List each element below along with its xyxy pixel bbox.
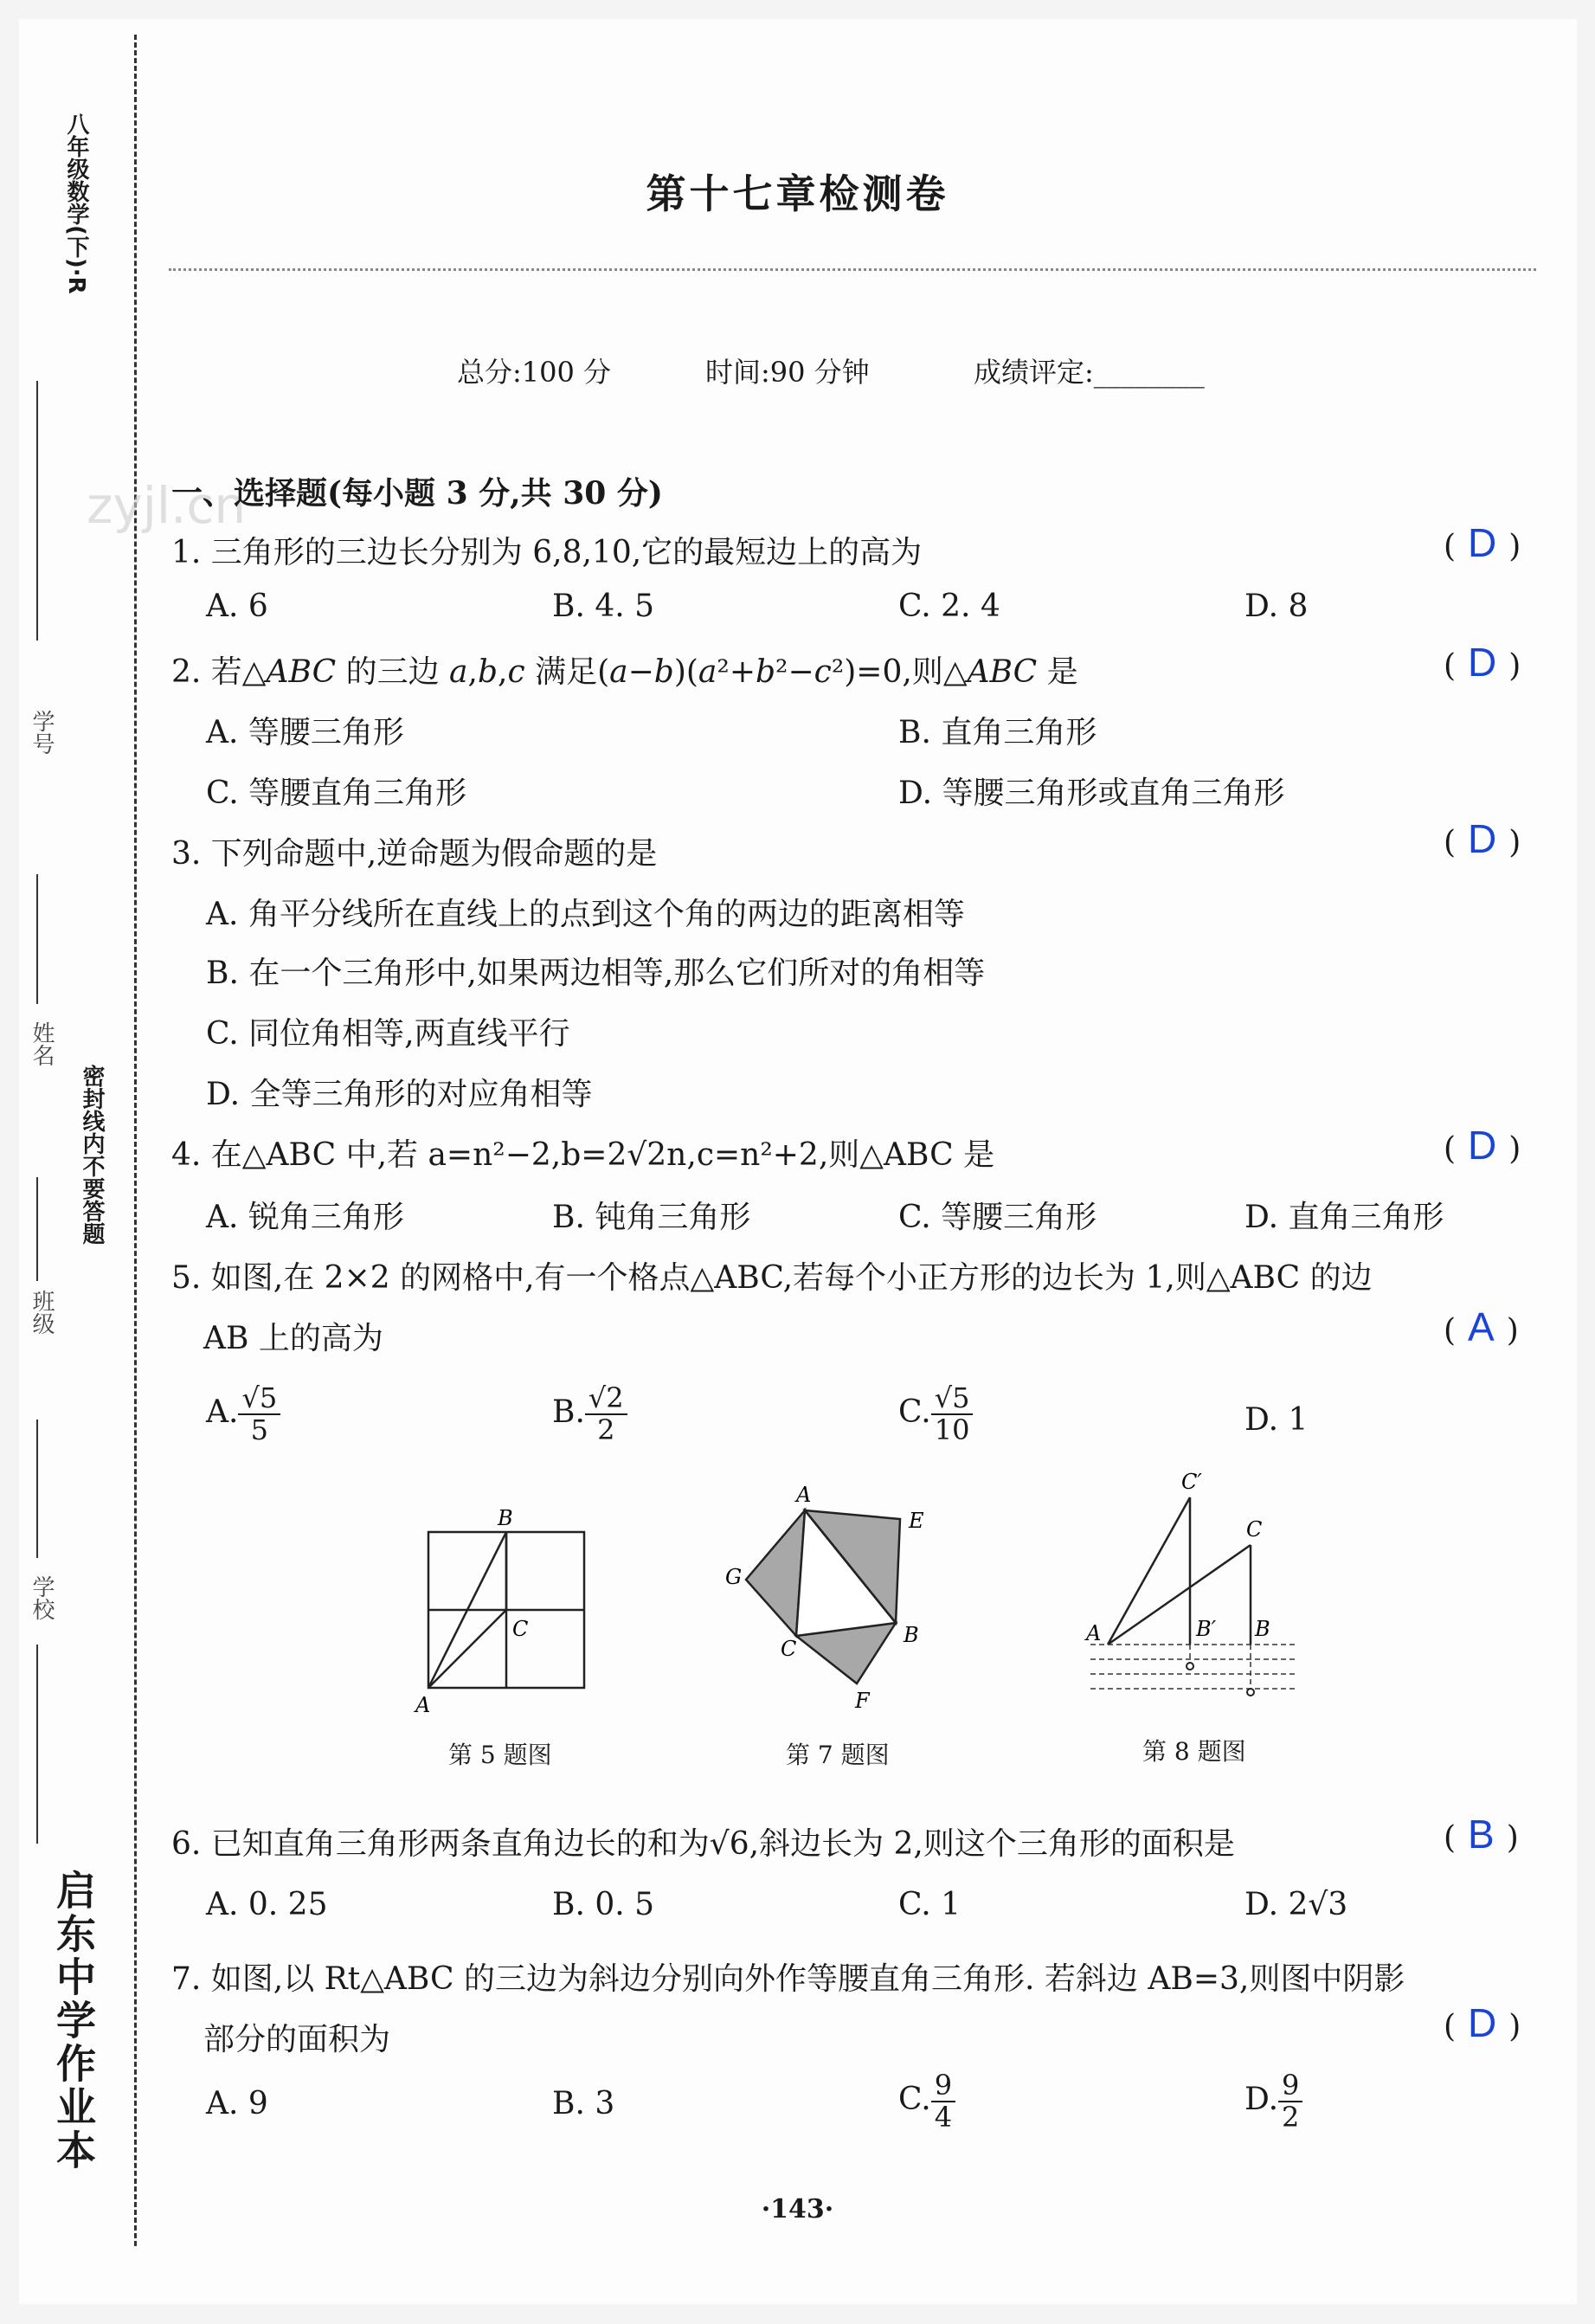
numerator: 9 xyxy=(931,2070,955,2102)
fraction xyxy=(931,1383,974,1445)
stem-var: a xyxy=(449,654,468,690)
label-b-prime: B′ xyxy=(1196,1617,1217,1641)
q2-option-a: A. 等腰三角形 xyxy=(206,715,404,750)
page-title: 第十七章检测卷 xyxy=(646,171,949,217)
stem-text: 满足( xyxy=(524,654,610,690)
option-letter: D. xyxy=(1244,2082,1279,2118)
anchor-point xyxy=(1247,1689,1254,1696)
label-b: B xyxy=(1255,1617,1270,1641)
q5-option-a xyxy=(206,1383,280,1445)
q3-option-c: C. 同位角相等,两直线平行 xyxy=(206,1016,570,1052)
stem-text: , xyxy=(498,654,508,690)
side-rule-4 xyxy=(36,1420,38,1558)
numerator: √2 xyxy=(585,1383,627,1415)
denominator: 4 xyxy=(934,2101,953,2134)
label-c: C xyxy=(1246,1517,1263,1542)
stem-text: − xyxy=(627,654,654,690)
label-b: B xyxy=(904,1623,919,1647)
q1-option-d: D. 8 xyxy=(1244,589,1309,624)
label-c: C xyxy=(781,1637,797,1661)
side-rule-5 xyxy=(36,1645,38,1844)
q7-option-b: B. 3 xyxy=(552,2086,615,2121)
book-label: 八年级数学(下)·R xyxy=(63,113,89,294)
stem-text: ²+ xyxy=(717,654,756,690)
option-letter: A. xyxy=(206,1394,239,1431)
segment-ac-prime xyxy=(1108,1497,1190,1645)
watermark: zyjl.cn xyxy=(87,476,247,535)
numerator: √5 xyxy=(238,1383,280,1415)
field-label-school: 学号 xyxy=(29,710,55,755)
question-5-answer: ( A ) xyxy=(1444,1304,1519,1349)
question-3-answer: ( D ) xyxy=(1444,816,1521,861)
question-2-stem xyxy=(171,647,1078,692)
q3-option-b: B. 在一个三角形中,如果两边相等,那么它们所对的角相等 xyxy=(206,956,986,991)
q1-option-c: C. 2. 4 xyxy=(898,589,1000,624)
denominator: 10 xyxy=(934,1413,970,1447)
q5-option-b xyxy=(552,1383,627,1445)
q3-option-d: D. 全等三角形的对应角相等 xyxy=(206,1077,593,1112)
question-5-stem: 5. 如图,在 2×2 的网格中,有一个格点△ABC,若每个小正方形的边长为 1,则△ABC 的边 xyxy=(171,1260,1373,1296)
label-c-prime: C′ xyxy=(1181,1470,1202,1494)
stem-var: ABC xyxy=(266,654,337,690)
q7-option-c xyxy=(898,2070,955,2133)
stem-var: ABC xyxy=(967,654,1038,690)
label-a: A xyxy=(415,1693,431,1717)
question-1-answer: ( D ) xyxy=(1444,520,1521,565)
label-f: F xyxy=(855,1689,870,1713)
stem-var: b xyxy=(477,654,498,690)
shaded-triangle-left xyxy=(746,1510,805,1636)
q2-option-d: D. 等腰三角形或直角三角形 xyxy=(898,776,1285,811)
fraction xyxy=(1278,2070,1302,2133)
field-label-class: 班级 xyxy=(29,1290,55,1335)
title-divider xyxy=(169,268,1536,271)
stem-text: ²− xyxy=(775,654,814,690)
q5-option-d: D. 1 xyxy=(1244,1402,1309,1438)
question-6-stem: 6. 已知直角三角形两条直角边长的和为√6,斜边长为 2,则这个三角形的面积是 xyxy=(171,1826,1235,1862)
fraction xyxy=(238,1383,280,1445)
q3-option-a: A. 角平分线所在直线上的点到这个角的两边的距离相等 xyxy=(206,897,965,932)
fraction xyxy=(585,1383,627,1445)
stem-var: a xyxy=(698,654,717,690)
publisher-label: 启东中学作业本 xyxy=(50,1870,97,2173)
option-letter: C. xyxy=(898,2082,931,2118)
answer-letter: D xyxy=(1468,816,1497,861)
seal-note: 密封线内不要答题 xyxy=(79,1065,105,1245)
question-2-answer: ( D ) xyxy=(1444,640,1521,685)
segment-ac xyxy=(1108,1545,1251,1645)
q6-option-b: B. 0. 5 xyxy=(552,1887,655,1922)
side-rule-3 xyxy=(36,1177,38,1281)
label-b: B xyxy=(498,1506,513,1530)
q7-option-d xyxy=(1244,2070,1302,2133)
figure-8 xyxy=(1082,1467,1315,1727)
q6-option-a: A. 0. 25 xyxy=(206,1887,328,1922)
label-g: G xyxy=(725,1565,743,1589)
side-rule-top xyxy=(36,381,38,641)
q2-option-c: C. 等腰直角三角形 xyxy=(206,776,467,811)
question-1-stem: 1. 三角形的三边长分别为 6,8,10,它的最短边上的高为 xyxy=(171,535,923,570)
question-4-answer: ( D ) xyxy=(1444,1123,1521,1168)
question-5-stem-cont: AB 上的高为 xyxy=(203,1321,383,1356)
figure-7-caption: 第 7 题图 xyxy=(786,1741,890,1769)
segment-ac xyxy=(428,1610,506,1688)
stem-var: c xyxy=(507,654,525,690)
q4-option-a: A. 锐角三角形 xyxy=(206,1200,404,1235)
q6-option-c: C. 1 xyxy=(898,1887,962,1922)
total-score: 总分:100 分 xyxy=(457,356,612,389)
figure-5-caption: 第 5 题图 xyxy=(448,1741,552,1769)
q4-option-b: B. 钝角三角形 xyxy=(552,1200,751,1235)
label-c: C xyxy=(512,1617,529,1641)
denominator: 5 xyxy=(250,1413,268,1447)
option-letter: B. xyxy=(552,1394,585,1431)
answer-letter: D xyxy=(1468,1123,1497,1168)
figure-8-caption: 第 8 题图 xyxy=(1142,1737,1246,1766)
field-label-name: 姓名 xyxy=(29,1021,55,1066)
stem-text: ²)=0,则△ xyxy=(831,654,968,690)
stem-text: 是 xyxy=(1037,654,1078,690)
numerator: √5 xyxy=(931,1383,974,1415)
answer-letter: D xyxy=(1468,640,1497,685)
stem-text: 2. 若△ xyxy=(171,654,267,690)
q4-option-c: C. 等腰三角形 xyxy=(898,1200,1097,1235)
question-7-stem: 7. 如图,以 Rt△ABC 的三边为斜边分别向外作等腰直角三角形. 若斜边 AB=3,则图中阴影 xyxy=(171,1961,1405,1997)
answer-letter: D xyxy=(1468,520,1497,565)
figure-7 xyxy=(710,1476,961,1735)
question-7-stem-cont: 部分的面积为 xyxy=(203,2022,391,2057)
page-number: ·143· xyxy=(761,2194,834,2224)
time-limit: 时间:90 分钟 xyxy=(705,356,870,389)
q7-option-a: A. 9 xyxy=(206,2086,268,2121)
grade-field: 成绩评定:________ xyxy=(974,356,1205,389)
question-3-stem: 3. 下列命题中,逆命题为假命题的是 xyxy=(171,836,658,872)
side-rule-2 xyxy=(36,874,38,1004)
section-heading: 一、选择题(每小题 3 分,共 30 分) xyxy=(171,475,663,512)
answer-letter: B xyxy=(1468,1812,1495,1857)
question-4-stem: 4. 在△ABC 中,若 a=n²−2,b=2√2n,c=n²+2,则△ABC 是 xyxy=(171,1137,995,1173)
stem-var: c xyxy=(814,654,832,690)
label-a: A xyxy=(1086,1621,1102,1645)
q1-option-a: A. 6 xyxy=(206,589,268,624)
stem-var: b xyxy=(756,654,776,690)
stem-text: )( xyxy=(673,654,698,690)
answer-letter: D xyxy=(1468,2000,1497,2045)
stem-text: , xyxy=(467,654,478,690)
option-letter: C. xyxy=(898,1394,931,1431)
label-e: E xyxy=(909,1509,924,1533)
q5-option-c xyxy=(898,1383,973,1445)
q4-option-d: D. 直角三角形 xyxy=(1244,1200,1444,1235)
figure-5 xyxy=(407,1506,614,1740)
denominator: 2 xyxy=(597,1413,615,1447)
label-a: A xyxy=(796,1483,812,1507)
fraction xyxy=(931,2070,955,2133)
numerator: 9 xyxy=(1278,2070,1302,2102)
anchor-point xyxy=(1187,1663,1193,1670)
question-7-answer: ( D ) xyxy=(1444,2000,1521,2045)
field-label-student-no: 学校 xyxy=(29,1575,55,1620)
question-6-answer: ( B ) xyxy=(1444,1812,1519,1857)
answer-letter: A xyxy=(1468,1304,1495,1349)
seal-dashed-line xyxy=(134,35,137,2246)
q2-option-b: B. 直角三角形 xyxy=(898,715,1097,750)
denominator: 2 xyxy=(1282,2101,1300,2134)
stem-var: b xyxy=(653,654,674,690)
q6-option-d: D. 2√3 xyxy=(1244,1887,1348,1922)
q1-option-b: B. 4. 5 xyxy=(552,589,655,624)
stem-var: a xyxy=(609,654,628,690)
stem-text: 的三边 xyxy=(336,654,450,690)
